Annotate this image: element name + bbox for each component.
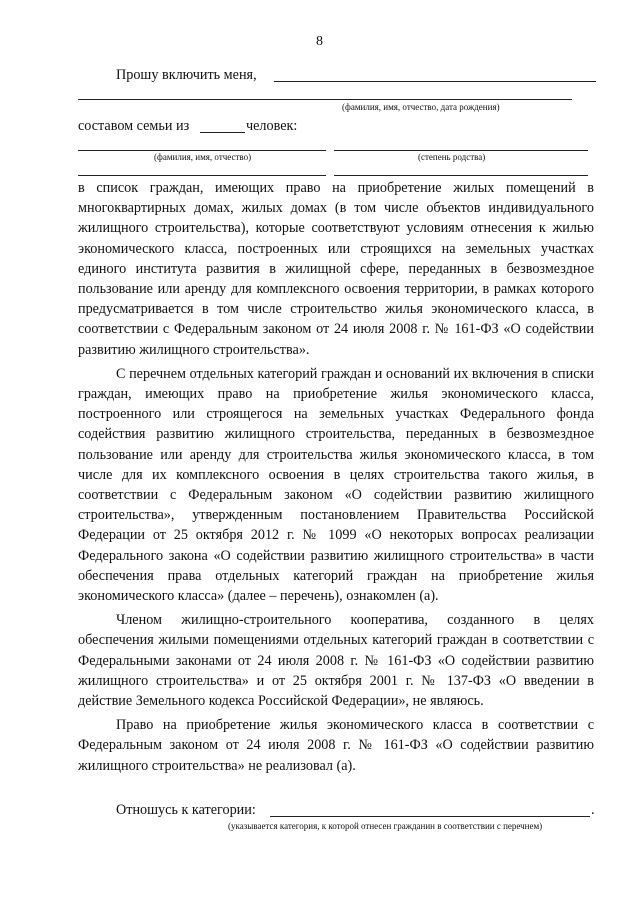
request-name-field[interactable] <box>274 81 596 82</box>
request-hint: (фамилия, имя, отчество, дата рождения) <box>342 102 500 112</box>
paragraph-acknowledgement: С перечнем отдельных категорий граждан и оснований их включения в списки граждан, имеющих право на приобретение жилья экономического класса, построенного или строящегося на земельных участках Федерального фонда содействия развитию жилищного строительства, переданных в безвозмездное пользование или аренду для строительства жилья экономического класса, в том числе для их комплексного освоения в целях строительства такого жилья, в соответствии с Федеральным законом «О содействии развитию жилищного строительства», утвержденным постановлением Правительства Российской Федерации от 25 октября 2012 г. № 1099 «О некоторых вопросах реализации Федерального закона «О содействии развитию жилищного строительства» в части обеспечения права отдельных категорий граждан на приобретение жилья экономического класса» (далее – перечень), ознакомлен (а). <box>78 365 594 605</box>
category-hint: (указывается категория, к которой отнесен гражданин в соответствии с перечнем) <box>228 821 543 831</box>
page-number: 8 <box>316 34 323 49</box>
paragraph-list-inclusion: в список граждан, имеющих право на приобретение жилых помещений в многоквартирных домах, жилых домах (в том числе объектов индивидуального жилищного строительства), которые соответствуют условиям отнесения к жилью экономического класса, построенных или строящихся на земельных участках единого института развития в жилищной сфере, переданных в безвозмездное пользование или аренду для комплексного освоения территории, в рамках которого предусматривается в том числе строительство жилья экономического класса, в соответствии с Федеральным законом от 24 июля 2008 г. № 161-ФЗ «О содействии развитию жилищного строительства». <box>78 180 594 358</box>
family-member-name-field-2[interactable] <box>78 175 326 176</box>
family-member-relation-field-2[interactable] <box>334 175 588 176</box>
family-member-relation-field[interactable] <box>334 150 588 151</box>
family-relation-hint: (степень родства) <box>418 152 486 162</box>
family-label-before: составом семьи из <box>78 118 190 134</box>
paragraph-cooperative: Членом жилищно-строительного кооператива, созданного в целях обеспечения жилыми помещениями отдельных категорий граждан в соответствии с Федеральными законами от 24 июля 2008 г. № 161-ФЗ «О содействии развитию жилищного строительства» и от 25 октября 2001 г. № 137-ФЗ «О введении в действие Земельного кодекса Российской Федерации», не являюсь. <box>78 612 594 710</box>
family-count-field[interactable] <box>200 132 245 133</box>
category-field[interactable] <box>270 816 590 817</box>
category-end-mark: . <box>591 802 595 818</box>
request-name-field-continued[interactable] <box>78 99 572 100</box>
category-label: Отношусь к категории: <box>116 802 256 818</box>
family-name-hint: (фамилия, имя, отчество) <box>154 152 252 162</box>
family-label-after: человек: <box>246 118 298 134</box>
paragraph-right-not-used: Право на приобретение жилья экономического класса в соответствии с Федеральным законом от 24 июля 2008 г. № 161-ФЗ «О содействии развитию жилищного строительства» не реализовал (а). <box>78 717 594 774</box>
request-label: Прошу включить меня, <box>116 67 257 83</box>
family-member-name-field[interactable] <box>78 150 326 151</box>
body-text <box>78 178 594 776</box>
